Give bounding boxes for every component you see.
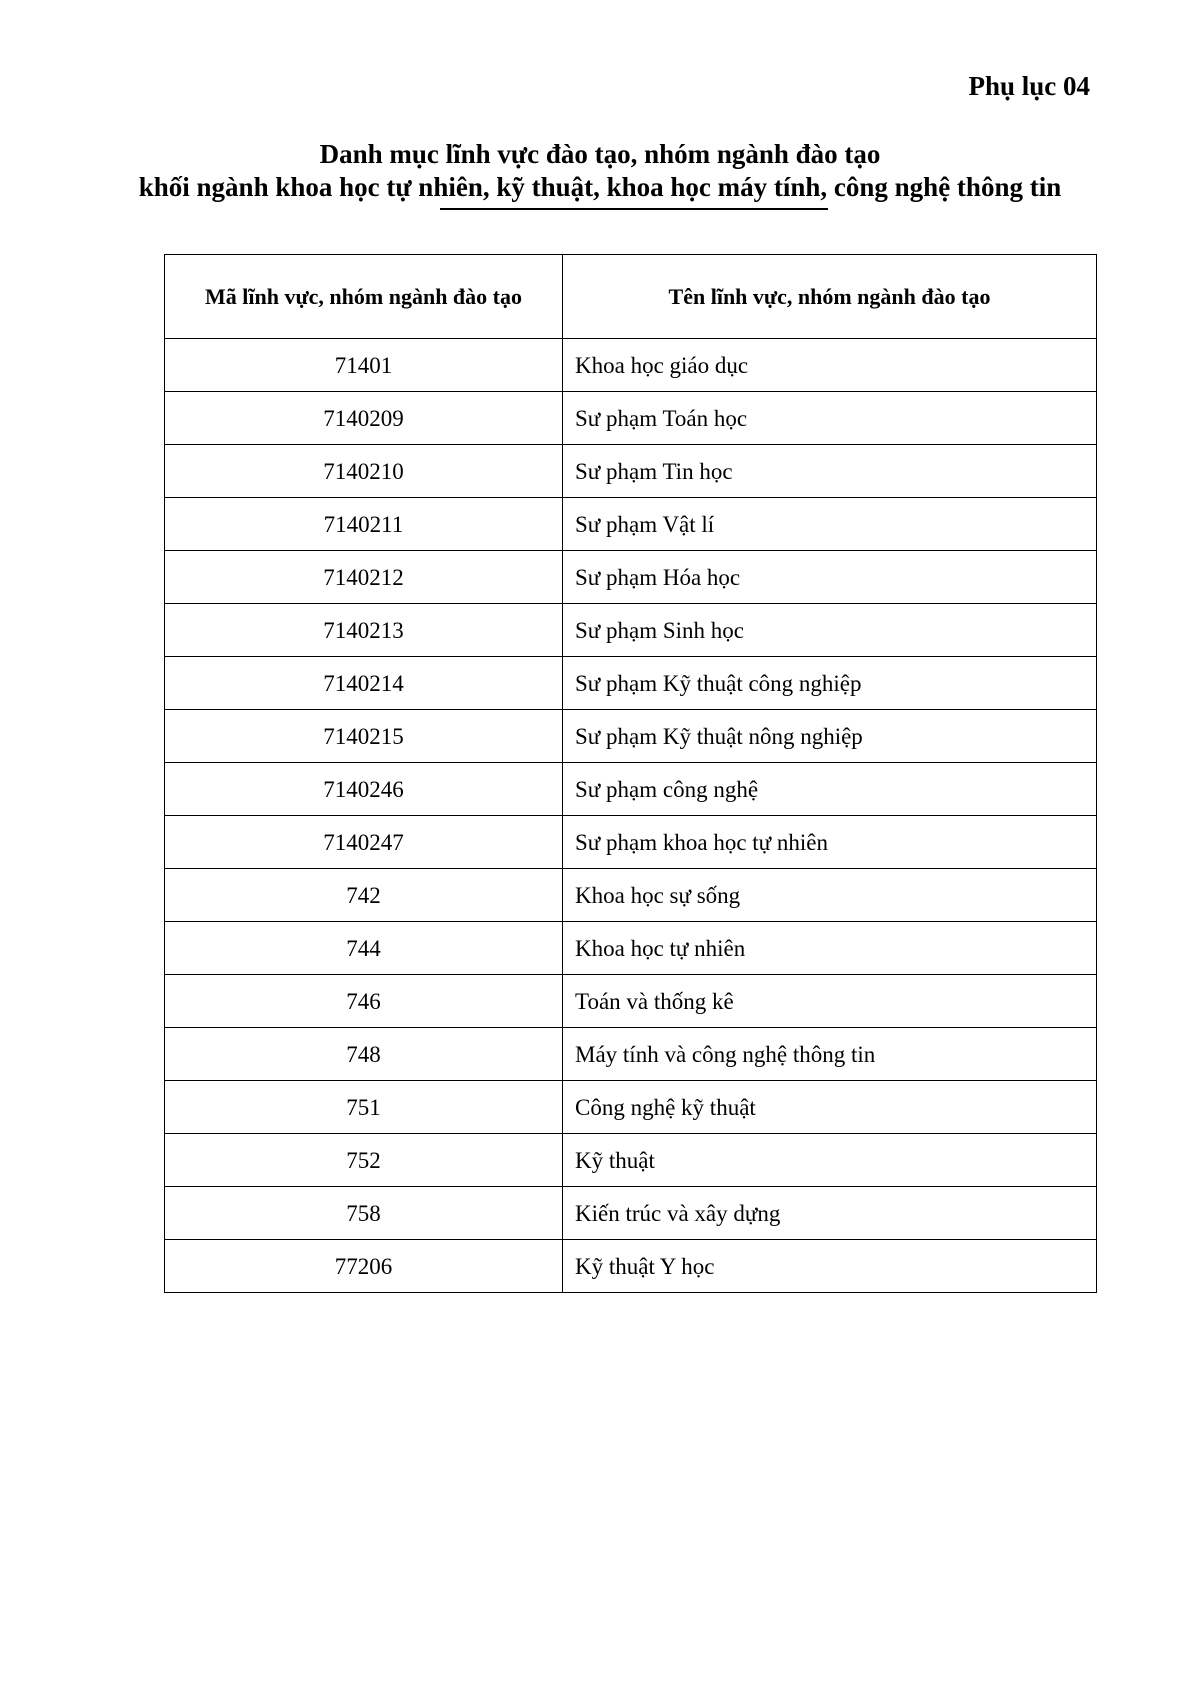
field-name-cell: Kỹ thuật Y học xyxy=(563,1240,1097,1293)
field-name-cell: Khoa học sự sống xyxy=(563,869,1097,922)
title-underline-divider xyxy=(440,208,828,210)
table-row xyxy=(165,604,1097,657)
field-code-cell: 758 xyxy=(165,1187,563,1240)
table-row xyxy=(165,1081,1097,1134)
field-name-cell: Kiến trúc và xây dựng xyxy=(563,1187,1097,1240)
table-row xyxy=(165,1134,1097,1187)
field-name-cell: Sư phạm công nghệ xyxy=(563,763,1097,816)
table-row xyxy=(165,816,1097,869)
table-row xyxy=(165,551,1097,604)
field-name-cell: Máy tính và công nghệ thông tin xyxy=(563,1028,1097,1081)
title-line-1: Danh mục lĩnh vực đào tạo, nhóm ngành đào tạo xyxy=(319,139,881,169)
field-name-cell: Sư phạm Sinh học xyxy=(563,604,1097,657)
field-name-cell: Sư phạm Kỹ thuật nông nghiệp xyxy=(563,710,1097,763)
table-header-row xyxy=(165,255,1097,339)
field-code-cell: 752 xyxy=(165,1134,563,1187)
field-code-cell: 7140212 xyxy=(165,551,563,604)
field-code-cell: 71401 xyxy=(165,339,563,392)
field-name-cell: Công nghệ kỹ thuật xyxy=(563,1081,1097,1134)
field-name-cell: Kỹ thuật xyxy=(563,1134,1097,1187)
table-row xyxy=(165,975,1097,1028)
field-code-table xyxy=(164,254,1097,1293)
table-row xyxy=(165,498,1097,551)
field-code-cell: 748 xyxy=(165,1028,563,1081)
field-name-cell: Sư phạm Kỹ thuật công nghiệp xyxy=(563,657,1097,710)
field-name-cell: Khoa học giáo dục xyxy=(563,339,1097,392)
header-code: Mã lĩnh vực, nhóm ngành đào tạo xyxy=(165,255,563,339)
field-code-cell: 7140215 xyxy=(165,710,563,763)
table-row xyxy=(165,1028,1097,1081)
field-name-cell: Sư phạm Tin học xyxy=(563,445,1097,498)
table-row xyxy=(165,763,1097,816)
field-code-cell: 7140214 xyxy=(165,657,563,710)
table-body xyxy=(165,339,1097,1293)
field-code-cell: 7140210 xyxy=(165,445,563,498)
document-title xyxy=(0,138,1200,203)
table-row xyxy=(165,869,1097,922)
field-name-cell: Sư phạm Toán học xyxy=(563,392,1097,445)
table-row xyxy=(165,339,1097,392)
field-code-cell: 7140246 xyxy=(165,763,563,816)
field-code-cell: 77206 xyxy=(165,1240,563,1293)
field-code-cell: 744 xyxy=(165,922,563,975)
table-row xyxy=(165,922,1097,975)
title-line-2: khối ngành khoa học tự nhiên, kỹ thuật, khoa học máy tính, công nghệ thông tin xyxy=(138,172,1062,202)
field-name-cell: Sư phạm Vật lí xyxy=(563,498,1097,551)
field-name-cell: Khoa học tự nhiên xyxy=(563,922,1097,975)
field-code-cell: 7140213 xyxy=(165,604,563,657)
field-code-cell: 742 xyxy=(165,869,563,922)
field-name-cell: Sư phạm Hóa học xyxy=(563,551,1097,604)
field-code-cell: 7140211 xyxy=(165,498,563,551)
table-row xyxy=(165,710,1097,763)
field-name-cell: Sư phạm khoa học tự nhiên xyxy=(563,816,1097,869)
field-name-cell: Toán và thống kê xyxy=(563,975,1097,1028)
table-row xyxy=(165,392,1097,445)
table-row xyxy=(165,657,1097,710)
field-code-cell: 751 xyxy=(165,1081,563,1134)
field-code-cell: 746 xyxy=(165,975,563,1028)
table-row xyxy=(165,1240,1097,1293)
field-code-cell: 7140247 xyxy=(165,816,563,869)
table-row xyxy=(165,1187,1097,1240)
header-name: Tên lĩnh vực, nhóm ngành đào tạo xyxy=(563,255,1097,339)
field-code-cell: 7140209 xyxy=(165,392,563,445)
table-row xyxy=(165,445,1097,498)
appendix-label: Phụ lục 04 xyxy=(968,71,1090,101)
